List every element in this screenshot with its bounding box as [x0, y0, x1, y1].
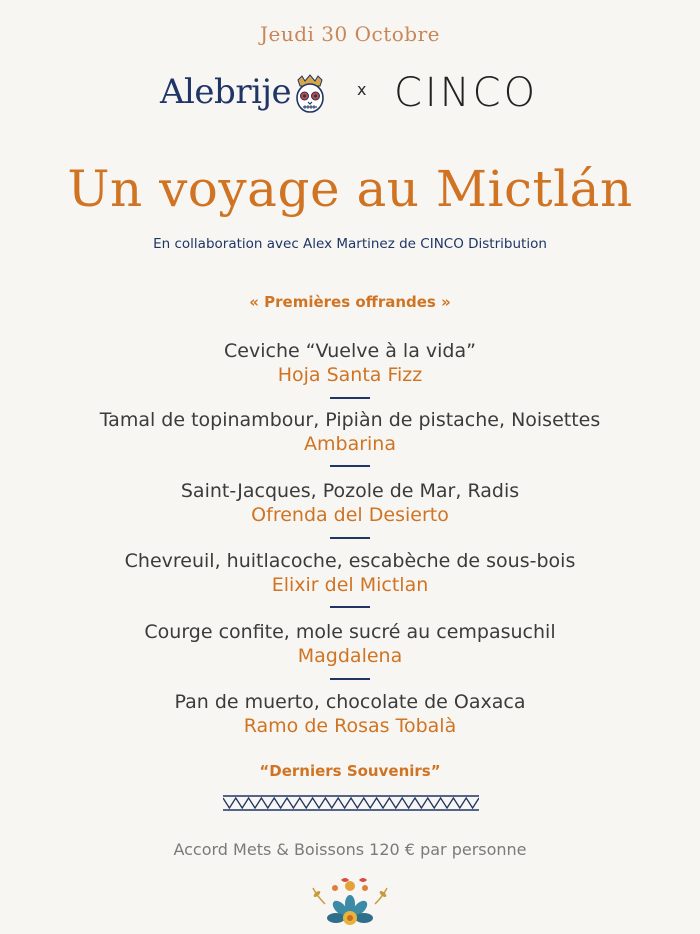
section-first: « Premières offrandes »: [249, 293, 451, 311]
drink: Magdalena: [297, 645, 403, 667]
logo-row: [0, 66, 700, 126]
cinco-logo: CINCO: [394, 70, 539, 116]
drink: Ramo de Rosas Tobalà: [243, 715, 457, 737]
price-line: Accord Mets & Boissons 120 € par personne: [173, 840, 527, 859]
drink: Ofrenda del Desierto: [251, 504, 449, 526]
dish: Courge confite, mole sucré au cempasuchil: [144, 621, 556, 643]
drink: Ambarina: [304, 433, 396, 455]
collab-times: x: [357, 80, 367, 99]
course-2: [0, 408, 700, 456]
course-3: [0, 479, 700, 527]
alebrije-skull-icon: [292, 74, 328, 114]
course-5: [0, 620, 700, 668]
marigold-flower-icon: [305, 874, 395, 934]
divider: [330, 606, 370, 608]
menu-subtitle: En collaboration avec Alex Martinez de CINCO Distribution: [153, 236, 547, 252]
menu-title: Un voyage au Mictlán: [67, 160, 633, 218]
divider: [330, 537, 370, 539]
drink: Hoja Santa Fizz: [277, 364, 423, 386]
section-last: “Derniers Souvenirs”: [259, 762, 441, 780]
event-date: Jeudi 30 Octobre: [260, 22, 440, 46]
divider: [330, 678, 370, 680]
dish: Ceviche “Vuelve à la vida”: [224, 340, 476, 362]
divider: [330, 397, 370, 399]
dish: Chevreuil, huitlacoche, escabèche de sous-bois: [124, 550, 576, 572]
course-1: [0, 339, 700, 387]
dish: Pan de muerto, chocolate de Oaxaca: [174, 691, 526, 713]
course-4: [0, 549, 700, 597]
dish: Tamal de topinambour, Pipiàn de pistache, Noisettes: [99, 409, 601, 431]
dish: Saint-Jacques, Pozole de Mar, Radis: [180, 480, 520, 502]
divider: [330, 465, 370, 467]
zigzag-pattern: [223, 795, 479, 811]
course-6: [0, 690, 700, 738]
drink: Elixir del Mictlan: [271, 574, 429, 596]
alebrije-logo: Alebrije: [160, 72, 292, 112]
